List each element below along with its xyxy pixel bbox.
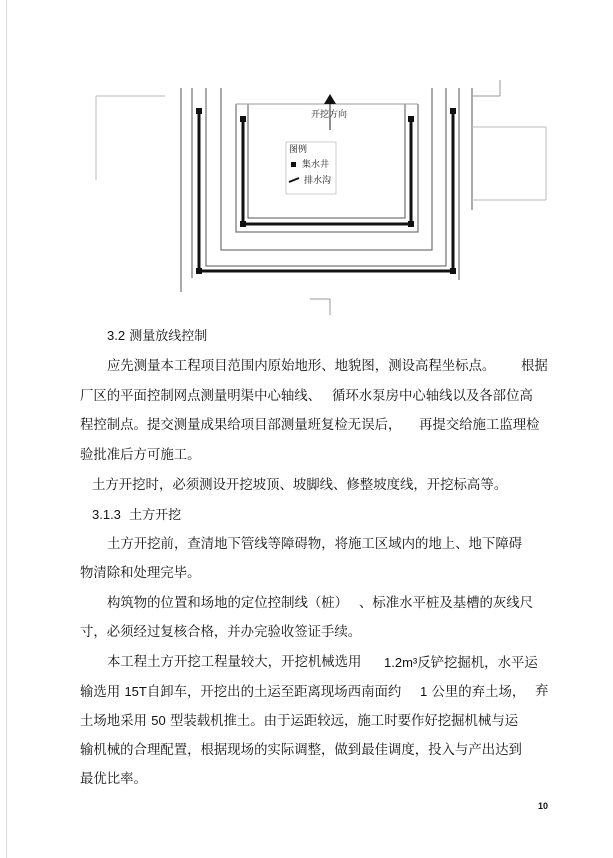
text-span: 土方开挖时，必须测设开挖坡顶、坡脚线、修整坡度线，开挖标高等。: [92, 478, 508, 493]
text-span: 弃: [535, 684, 549, 699]
text-span: 循环水泵房中心轴线以及各部位高: [332, 389, 533, 404]
section-title: 土方开挖: [129, 508, 182, 523]
paragraph-line: [107, 357, 495, 377]
text-span: 土场地采用: [80, 714, 147, 729]
sump-pit-3: [196, 268, 202, 274]
paragraph-line: [80, 416, 401, 436]
legend-sump-symbol: [291, 162, 296, 167]
sump-pit-5: [240, 116, 246, 122]
paragraph-line: [535, 682, 548, 702]
section-title: 测量放线控制: [129, 329, 208, 344]
paragraph-line: [80, 446, 201, 466]
text-span: 土方开挖前，查清地下管线等障碍物，将施工区域内的地上、地下障碍: [107, 537, 523, 552]
number-span: 15T: [124, 684, 147, 699]
sump-pit-8: [408, 221, 414, 227]
sump-pit-4: [450, 268, 456, 274]
text-span: 寸，必须经过复核合格，并办完验收签证手续。: [80, 625, 362, 640]
paragraph-line: [80, 623, 361, 643]
legend-title: 图例: [289, 145, 308, 155]
section-heading-3-1-3: [92, 505, 181, 526]
section-heading-3-2: [107, 326, 207, 347]
number-span: 50: [151, 713, 166, 728]
page-number: 10: [538, 801, 549, 811]
paragraph-line: [80, 741, 522, 761]
paragraph-line: [420, 682, 525, 703]
text-span: 再提交给施工监理检: [419, 418, 540, 433]
paragraph-line: [92, 476, 507, 496]
text-span: 型装载机推土。由于运距较远，施工时要作好挖掘机械与运: [169, 714, 519, 729]
text-span: 应先测量本工程项目范围内原始地形、地貌图，测设高程坐标点。: [107, 359, 496, 374]
paragraph-line: [80, 387, 321, 407]
legend-item-sump: 集水井: [302, 160, 330, 170]
text-span: 反铲挖掘机，水平运: [417, 656, 538, 671]
text-span: 公里的弃土场，: [431, 685, 526, 700]
sump-pit-6: [408, 116, 414, 122]
text-span: 输机械的合理配置，根据现场的实际调整，做到最佳调度，投入与产出达到: [80, 743, 522, 758]
text-span: 物清除和处理完毕。: [80, 566, 201, 581]
paragraph-line: [107, 653, 361, 673]
paragraph-line: [359, 594, 533, 614]
text-span: 输选用: [80, 685, 121, 700]
text-span: 自卸车，开挖出的土运至距离现场西南面约: [146, 685, 402, 700]
number-span: 1.2m³: [384, 655, 418, 670]
text-span: 本工程土方开挖工程量较大，开挖机械选用: [107, 655, 362, 670]
paragraph-line: [384, 653, 538, 674]
section-number: 3.1.3: [92, 507, 121, 522]
text-span: 厂区的平面控制网点测量明渠中心轴线、: [80, 389, 322, 404]
text-span: 、标准水平桩及基槽的灰线尺: [359, 596, 534, 611]
section-number: 3.2: [107, 328, 126, 343]
paragraph-line: [107, 594, 348, 614]
sump-pit-1: [196, 108, 202, 114]
paragraph-line: [521, 357, 548, 377]
paragraph-line: [419, 416, 540, 436]
text-span: 构筑物的位置和场地的定位控制线（桩）: [107, 596, 349, 611]
drainage-ditch-inner: [243, 118, 411, 224]
sump-pit-2: [450, 108, 456, 114]
paragraph-line: [80, 770, 147, 790]
legend-item-ditch: 排水沟: [304, 176, 332, 186]
text-span: 根据: [521, 359, 548, 374]
text-span: 程控制点。提交测量成果给项目部测量班复检无误后，: [80, 418, 402, 433]
number-span: 1: [420, 684, 428, 699]
drainage-ditch-outer: [199, 110, 453, 271]
drawing-label-direction: 开挖方向: [311, 110, 348, 120]
text-span: 验批准后方可施工。: [80, 448, 201, 463]
paragraph-line: [80, 564, 201, 584]
legend-ditch-symbol: [289, 178, 299, 182]
paragraph-line: [80, 682, 401, 703]
paragraph-line: [107, 535, 522, 555]
paragraph-line: [80, 711, 518, 732]
sump-pit-7: [240, 221, 246, 227]
paragraph-line: [332, 387, 533, 407]
text-span: 最优比率。: [80, 772, 147, 787]
